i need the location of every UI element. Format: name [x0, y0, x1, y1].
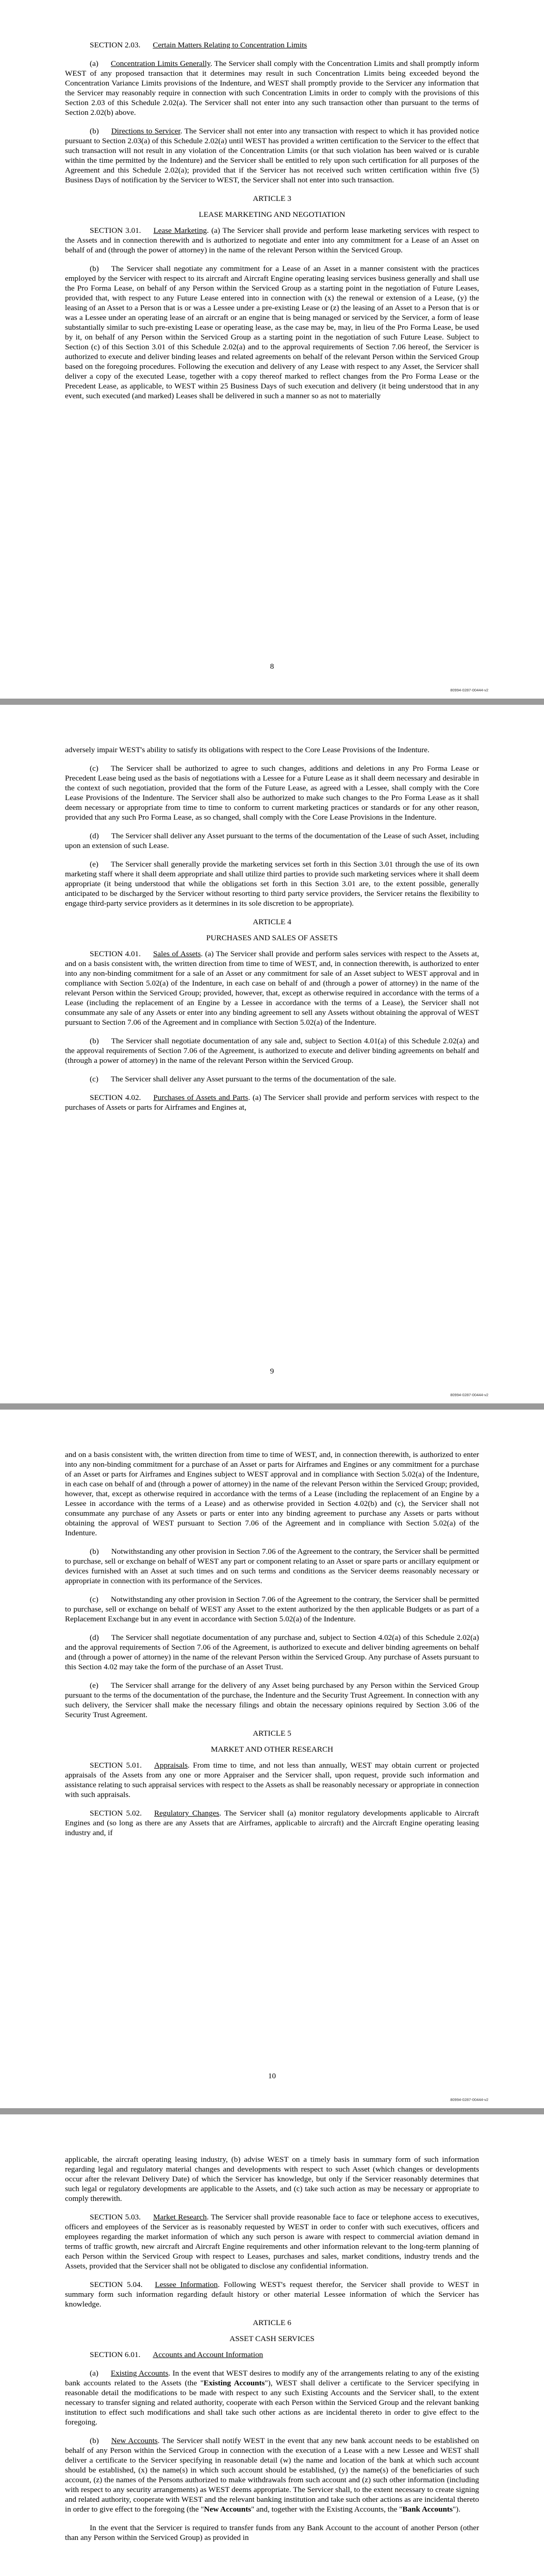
page-number: 9	[270, 1367, 274, 1376]
section-3-01-e: (e) The Servicer shall generally provide the marketing services set forth in this Section 3.01 through the use of its own marketing staff where it shall deem appropriate and shall utilize third parties to provide such marketing services where it shall deem appropriate (it being understood that while the obligations set forth in this Section 3.01 are, to the extent possible, generally anticipated to be discharged by the Servicer without resorting to third party service providers, the Servicer retains the flexibility to engage third-party service providers as it determines in its sole discretion to be appropriate).	[65, 860, 479, 908]
document-id: 80994-0287-00444-v2	[450, 688, 488, 692]
section-2-03-a: (a) Concentration Limits Generally. The Servicer shall comply with the Concentration Limits and shall promptly inform WEST of any proposed transaction that it determines may result in such Concentration Limits being exceeded beyond the Concentration Variance Limits provisions of the Indenture, and WEST shall promptly provide to the Servicer any information that the Servicer may reasonably require in connection with such Concentration Limits in order to comply with the provisions of this Section 2.03 of this Schedule 2.02(a). The Servicer shall not enter into any such transaction other than pursuant to the terms of Section 2.02(b) above.	[65, 59, 480, 117]
page-10	[0, 1410, 544, 2108]
article-5-heading: ARTICLE 5	[253, 1729, 291, 1738]
section-6-01-c: In the event that the Servicer is required to transfer funds from any Bank Account to the account of another Person (other than any Person within the Serviced Group) as provided in	[65, 2523, 479, 2542]
section-2-03-b: (b) Directions to Servicer. The Servicer shall not enter into any transaction with respect to which it has provided notice pursuant to Section 2.03(a) of this Schedule 2.02(a) until WEST has provided a written certification to the Servicer to the effect that such transaction will not result in any violation of the Concentration Limits (or that such violation has been waived or is curable within the time permitted by the Indenture) and the Servicer shall be entitled to rely upon such certification for all purposes of the Agreement and this Schedule 2.02(a); provided that if the Servicer has not received such written certification within five (5) Business Days of notification by the Servicer to WEST, the Servicer shall not enter into such transaction.	[65, 127, 480, 184]
continuation-text: applicable, the aircraft operating leasing industry, (b) advise WEST on a timely basis in summary form of such information regarding legal and regulatory material changes and developments with respect to such Asset (which changes or developments occur after the relevant Delivery Date) of which the Servicer has knowledge, but only if the Servicer reasonably determines that such legal or regulatory developments are applicable to the Assets, and (c) take such action as may be necessary or appropriate to comply therewith.	[65, 2155, 479, 2203]
section-3-01-c: (c) The Servicer shall be authorized to agree to such changes, additions and deletions in any Pro Forma Lease or Precedent Lease being used as the basis of negotiations with a Lessee for a Future Lease as it shall deem necessary and desirable in the context of such negotiation, provided that the form of the Future Lease, as agreed with a Lessee, shall comply with the Core Lease Provisions of the Indenture. The Servicer shall also be authorized to make such changes to the Pro Forma Lease as it shall deem necessary or appropriate from time to time to conform to current marketing practices or standards or for any other reason, provided that any such Pro Forma Lease, as so changed, shall comply with the Core Lease Provisions in the Indenture.	[65, 764, 479, 822]
section-2-03-heading: SECTION 2.03. Certain Matters Relating to Concentration Limits	[90, 41, 307, 49]
document-id: 80994-0287-00444-v2	[450, 2097, 488, 2102]
continuation-text: and on a basis consistent with, the written direction from time to time of WEST, and, in connection therewith, is authorized to enter into any non-binding commitment for a purchase of an Asset or parts for Airframes and Engines or any commitment for a purchase of an Asset or parts for Airframes and Engines subject to WEST approval and in compliance with Section 5.02(a) of the Indenture, in each case on behalf of and (through a power of attorney) in the name of the relevant Person within the Serviced Group; provided, however, that, except as otherwise required in accordance with the terms of a Lease (including the replacement of an Engine by a Lessee in accordance with the terms of a Lease) and as otherwise provided in Section 4.02(b) and (c), the Servicer shall not consummate any purchase of any Assets or parts or enter into any binding agreement to purchase any Assets or parts without obtaining the approval of WEST pursuant to Section 7.06 of the Agreement and in compliance with Section 5.02(a) of the Indenture.	[65, 1450, 479, 1537]
page-number: 8	[270, 663, 274, 671]
section-4-02-e: (e) The Servicer shall arrange for the delivery of any Asset being purchased by any Person within the Serviced Group pursuant to the terms of the documentation of the purchase, the Indenture and the Security Trust Agreement. In connection with any such delivery, the Servicer shall make the necessary filings and obtain the necessary opinions required by Section 3.06 of the Security Trust Agreement.	[65, 1681, 479, 1719]
article-6-heading: ARTICLE 6	[253, 2318, 291, 2327]
article-4-heading: ARTICLE 4	[253, 918, 291, 926]
section-4-01-b: (b) The Servicer shall negotiate documentation of any sale and, subject to Section 4.01(a) of this Schedule 2.02(a) and the approval requirements of Section 7.06 of the Agreement, is authorized to execute and deliver binding agreements on behalf and (through a power of attorney) in the name of the relevant Person within the Serviced Group.	[65, 1037, 479, 1065]
article-6-title: ASSET CASH SERVICES	[229, 2334, 315, 2343]
section-4-01-a: SECTION 4.01. Sales of Assets. (a) The Servicer shall provide and perform sales services with respect to the Assets at, and on a basis consistent with, the written direction from time to time of WEST, and, in connection therewith, is authorized to enter into any non-binding commitment for a sale of an Asset or any commitment for sale of an Asset subject to WEST approval and in compliance with Section 5.02(a) of the Indenture, in each case on behalf of and (through a power of attorney) in the name of the relevant Person within the Serviced Group; provided, however, that, except as otherwise required in accordance with the terms of a Lease (including the replacement of an Engine by a Lessee in accordance with the terms of a Lease), the Servicer shall not consummate any sale of any Assets or enter into any binding agreement to sell any Assets without obtaining the approval of WEST pursuant to Section 7.06 of the Agreement and in compliance with Section 5.02(a) of the Indenture.	[65, 950, 480, 1027]
section-6-01-a: (a) Existing Accounts. In the event that WEST desires to modify any of the arrangements relating to any of the existing bank accounts related to the Assets (the "Existing Accounts"), WEST shall deliver a certificate to the Servicer specifying in reasonable detail the modifications to be made with respect to any such Existing Accounts and the Servicer shall, to the extent necessary to transfer signing and related authority, cooperate with each Person within the Serviced Group and the relevant banking institution to effect such modifications and shall take such other actions as are incidental thereto in order to give effect to the foregoing.	[65, 2369, 480, 2427]
section-4-02-a: SECTION 4.02. Purchases of Assets and Parts. (a) The Servicer shall provide and perform services with respect to the purchases of Assets or parts for Airframes and Engines at,	[65, 1093, 480, 1112]
section-5-03: SECTION 5.03. Market Research. The Servicer shall provide reasonable face to face or telephone access to executives, officers and employees of the Servicer as is reasonably requested by WEST in order to confer with such executives, officers and employees regarding the market information of which any such person is aware with respect to commercial aviation demand in terms of traffic growth, new aircraft and Aircraft Engine requirements and other information relevant to the long-term planning of each Person within the Serviced Group with respect to Leases, purchases and sales, market conditions, industry trends and the Assets, provided that the Servicer shall not be obligated to disclose any confidential information.	[65, 2213, 480, 2270]
section-3-01-d: (d) The Servicer shall deliver any Asset pursuant to the terms of the documentation of the Lease of such Asset, including upon an extension of such Lease.	[65, 832, 479, 850]
section-4-01-c: (c) The Servicer shall deliver any Asset pursuant to the terms of the documentation of the sale.	[90, 1075, 397, 1083]
section-6-01-heading: SECTION 6.01. Accounts and Account Information	[90, 2350, 263, 2359]
section-3-01-a: SECTION 3.01. Lease Marketing. (a) The Servicer shall provide and perform lease marketing services with respect to the Assets and in connection therewith and is authorized to negotiate and enter into any commitment for a Lease of an Asset on behalf of and (through the power of attorney) in the name of the relevant Person within the Serviced Group.	[65, 226, 479, 255]
section-5-04: SECTION 5.04. Lessee Information. Following WEST's request therefor, the Servicer shall provide to WEST in summary form such information regarding default history or other material Lessee information of which the Servicer has knowledge.	[65, 2280, 479, 2309]
article-5-title: MARKET AND OTHER RESEARCH	[210, 1745, 334, 1754]
document-id: 80994-0287-00444-v2	[450, 1393, 488, 1397]
section-5-02: SECTION 5.02. Regulatory Changes. The Servicer shall (a) monitor regulatory developments applicable to Aircraft Engines and (so long as there are any Assets that are Airframes, applicable to aircraft) and the Aircraft Engine operating leasing industry and, if	[65, 1809, 479, 1837]
continuation-text: adversely impair WEST's ability to satisfy its obligations with respect to the Core Lease Provisions of the Indenture.	[65, 745, 430, 754]
page-9	[0, 705, 544, 1403]
section-4-02-c: (c) Notwithstanding any other provision in Section 7.06 of the Agreement to the contrary, the Servicer shall be permitted to purchase, sell or exchange on behalf of WEST any Asset to the extent authorized by the then applicable Budgets or as part of a Replacement Exchange but in any event in accordance with Section 5.02(a) of the Indenture.	[65, 1595, 479, 1623]
article-3-title: LEASE MARKETING AND NEGOTIATION	[199, 210, 345, 219]
section-4-02-d: (d) The Servicer shall negotiate documentation of any purchase and, subject to Section 4.02(a) of this Schedule 2.02(a) and the approval requirements of Section 7.06 of the Agreement, is authorized to execute and deliver binding agreements on behalf and (through a power of attorney) in the name of the relevant Person within the Serviced Group. Any purchase of Assets pursuant to this Section 4.02 may take the form of the purchase of an Asset Trust.	[65, 1633, 479, 1671]
section-4-02-b: (b) Notwithstanding any other provision in Section 7.06 of the Agreement to the contrary, the Servicer shall be permitted to purchase, sell or exchange on behalf of WEST any part or component relating to an Asset or spare parts or ancillary equipment or devices furnished with an Asset at such times and on such terms and conditions as the Servicer deems reasonably necessary or appropriate in connection with its performance of the Services.	[65, 1547, 479, 1585]
page-11	[0, 2114, 544, 2576]
page-8	[0, 0, 544, 699]
section-6-01-b: (b) New Accounts. The Servicer shall notify WEST in the event that any new bank account needs to be established on behalf of any Person within the Serviced Group in connection with the execution of a Lease with a new Lessee and WEST shall deliver a certificate to the Servicer specifying in reasonable detail (w) the name and location of the bank at which such account should be established, (x) the name(s) in which such account should be established, (y) the name(s) of the beneficiaries of such account, (z) the names of the Persons authorized to make withdrawals from such account and (z) such other information (including with respect to any security arrangements) as WEST deems appropriate. The Servicer shall, to the extent necessary to create signing and related authority, cooperate with WEST and the relevant banking institution and take such other actions as are incidental thereto in order to give effect to the foregoing (the "New Accounts" and, together with the Existing Accounts, the "Bank Accounts").	[65, 2436, 479, 2514]
page-number: 10	[268, 2072, 276, 2080]
article-4-title: PURCHASES AND SALES OF ASSETS	[206, 934, 338, 942]
section-3-01-b: (b) The Servicer shall negotiate any commitment for a Lease of an Asset in a manner consistent with the practices employed by the Servicer with respect to its aircraft and Aircraft Engine operating leasing services business generally and shall use the Pro Forma Lease, on behalf of any Person within the Serviced Group as a starting point in the negotiation of Future Leases, provided that, with respect to any Future Lease entered into in connection with (x) the renewal or extension of a Lease, (y) the leasing of an Asset to a Person that is or was a Lessee under a pre-existing Lease or (z) the leasing of an Asset to a Person that is or was a Lessee under an operating lease of an aircraft or an engine that is being managed or serviced by the Servicer, a form of lease substantially similar to such pre-existing Lease or operating lease, as the case may be, may, in lieu of the Pro Forma Lease, be used by it, on behalf of any Person within the Serviced Group as a starting point in the negotiation of such Future Lease. Subject to Section (c) of this Section 3.01 of this Schedule 2.02(a) and to the approval requirements of Section 7.06 hereof, the Servicer is authorized to execute and deliver binding leases and related agreements on behalf of the relevant Person within the Serviced Group based on the foregoing procedures. Following the execution and delivery of any Lease with respect to any Asset, the Servicer shall deliver a copy of the executed Lease, together with a copy thereof marked to reflect changes from the Pro Forma Lease or the Precedent Lease, as applicable, to WEST within 25 Business Days of such execution and delivery (it being understood that in any event, such executed (and marked) Leases shall be delivered in such a manner so as not to materially	[65, 264, 479, 400]
section-5-01: SECTION 5.01. Appraisals. From time to time, and not less than annually, WEST may obtain current or projected appraisals of the Assets from any one or more Appraiser and the Servicer shall, upon request, provide such information and assistance relating to such appraisal services with respect to the Assets as shall be reasonably necessary or appropriate in connection with such appraisals.	[65, 1761, 480, 1799]
article-3-heading: ARTICLE 3	[253, 194, 291, 203]
